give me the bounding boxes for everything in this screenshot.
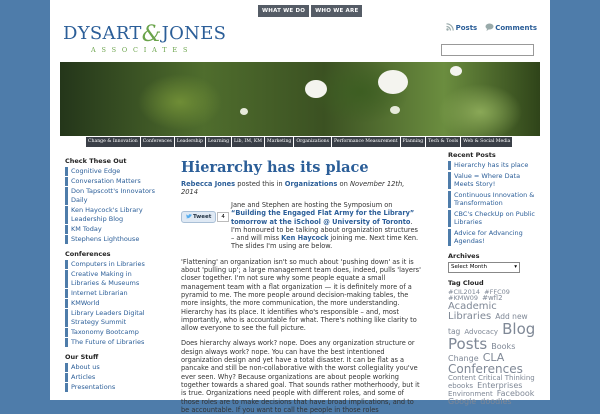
nav-who-we-are[interactable]: WHO WE ARE: [311, 5, 362, 17]
posts-feed-label: Posts: [455, 24, 478, 32]
logo-subtitle: ASSOCIATES: [91, 46, 194, 54]
recent-post-link[interactable]: CBC's CheckUp on Public Libraries: [448, 210, 540, 227]
sidebar-link[interactable]: Articles: [65, 373, 160, 382]
our-stuff-heading: Our Stuff: [65, 353, 99, 361]
category-item[interactable]: Learning: [206, 137, 231, 147]
comment-bubble-icon: [485, 23, 493, 31]
right-sidebar: [448, 151, 540, 412]
header-banner-image: [60, 62, 540, 136]
tag-link[interactable]: doodles: [480, 397, 512, 406]
comments-feed-link[interactable]: [485, 23, 537, 32]
intro-text: . I'm honoured to be talking about organization structures – and will miss: [231, 217, 418, 243]
post-paragraph: Does hierarchy always work? nope. Does any organization structure or design always work? nope. You can have the best intentioned organization design and yet have a total disaster. It can be flat as a pancake and still be non-collaborative with the worst collegiality you've ever seen. Why? Because organizations are about people working together towards a shared goal. That sounds rather motherhoody, but it is true. Organizations need people with different roles, and some of those roles are to make decisions that have broad implications, and to be accountable. If you want to call the people in those roles: [181, 339, 420, 414]
post-title[interactable]: Hierarchy has its place: [181, 159, 369, 176]
sidebar-link[interactable]: Conversation Matters: [65, 177, 160, 186]
tag-link[interactable]: ebooks: [448, 382, 474, 390]
page: [50, 0, 550, 414]
tweet-label: Tweet: [193, 214, 212, 220]
recent-post-link[interactable]: Advice for Advancing Agendas!: [448, 229, 540, 246]
category-item[interactable]: Marketing: [265, 137, 293, 147]
sidebar-link[interactable]: KM Today: [65, 225, 160, 234]
tag-link[interactable]: Enterprises: [477, 381, 523, 390]
category-item[interactable]: Planning: [401, 137, 426, 147]
category-item[interactable]: Leadership: [175, 137, 205, 147]
archive-select-value: Select Month: [451, 263, 487, 270]
tag-link[interactable]: #KMW09: [448, 294, 479, 302]
posts-feed-link[interactable]: [446, 23, 478, 32]
post-content: [181, 159, 423, 414]
tag-link[interactable]: Change: [448, 354, 479, 363]
tag-link[interactable]: #CIL2014: [448, 287, 481, 296]
tag-link[interactable]: Add new tag: [448, 312, 528, 336]
nav-what-we-do[interactable]: WHAT WE DO: [258, 5, 309, 17]
comments-feed-label: Comments: [495, 24, 537, 32]
tag-link[interactable]: Environment: [448, 390, 493, 398]
sidebar-link[interactable]: The Future of Libraries: [65, 338, 160, 347]
sidebar-link[interactable]: KMWorld: [65, 299, 160, 308]
category-item[interactable]: Conferences: [141, 137, 174, 147]
sidebar-link[interactable]: Ken Haycock's Library Leadership Blog: [65, 206, 160, 224]
feed-links: [446, 23, 537, 32]
category-item[interactable]: Tech & Tools: [426, 137, 460, 147]
tag-link[interactable]: Posts: [448, 335, 488, 353]
archives-heading: Archives: [448, 251, 480, 260]
tag-cloud-heading: Tag Cloud: [448, 278, 484, 287]
check-these-out-heading: Check These Out: [65, 157, 127, 165]
category-item[interactable]: Change & Innovation: [86, 137, 140, 147]
category-nav: [86, 137, 512, 147]
logo-text-jones: JONES: [161, 23, 227, 44]
tag-link[interactable]: Advocacy: [464, 328, 499, 336]
post-date: November 12th, 2014: [181, 180, 405, 196]
byline-on: on: [339, 180, 348, 188]
tag-link[interactable]: CLA: [482, 351, 505, 364]
rss-icon: [446, 23, 454, 31]
conferences-heading: Conferences: [65, 250, 111, 258]
author-link[interactable]: Rebecca Jones: [181, 180, 236, 188]
sidebar-link[interactable]: Library Leaders Digital Strategy Summit: [65, 309, 160, 327]
sidebar-link[interactable]: Taxonomy Bootcamp: [65, 328, 160, 337]
logo-ampersand: &: [141, 22, 162, 47]
recent-post-link[interactable]: Continuous Innovation & Transformation: [448, 191, 540, 208]
search-input[interactable]: [441, 44, 534, 56]
tag-link[interactable]: Academic Libraries: [448, 301, 497, 322]
twitter-bird-icon: [186, 214, 192, 219]
tag-link[interactable]: Conferences: [448, 362, 523, 376]
recent-post-link[interactable]: Hierarchy has its place: [448, 161, 540, 170]
category-item[interactable]: Performance Measurement: [332, 137, 400, 147]
category-item[interactable]: Lib, IM, KM: [232, 137, 264, 147]
category-item[interactable]: Organizations: [294, 137, 331, 147]
sidebar-link[interactable]: Presentations: [65, 383, 160, 392]
sidebar-link[interactable]: Internet Librarian: [65, 289, 160, 298]
sidebar-link[interactable]: Cognitive Edge: [65, 167, 160, 176]
tag-cloud: [448, 289, 540, 407]
post-paragraph: 'Flattening' an organization isn't so much about 'pushing down' as it is about 'pulling up'; a large management team does, indeed, pulls 'layers' closer together. I'm not sure why some people equate a small management team with a flat organization — it is definitely more of a pyramid to me. The more people around decision-making tables, the more insights, the more communication, the more understanding. Hierarchy has its place. It identifies who's responsible – and, most importantly, who is accountable for what. There's nothing like clarity to allow everyone to see the full picture.: [181, 257, 421, 333]
byline-text: posted this in: [237, 180, 283, 188]
sidebar-link[interactable]: Don Tapscott's Innovators Daily: [65, 187, 160, 205]
tweet-button[interactable]: [181, 211, 216, 223]
symposium-link[interactable]: “Building the Engaged Flat Army for the Library” tomorrow at the iSchool @ University of Toronto: [231, 209, 415, 226]
intro-text: Jane and Stephen are hosting the Symposium on: [231, 201, 393, 209]
recent-posts-heading: Recent Posts: [448, 151, 496, 159]
tweet-count: 4: [217, 212, 229, 222]
category-link[interactable]: Organizations: [284, 180, 338, 188]
ken-haycock-link[interactable]: Ken Haycock: [281, 234, 329, 243]
archive-month-select[interactable]: [448, 262, 520, 273]
tag-link[interactable]: Facebook: [496, 389, 535, 398]
top-nav: [258, 5, 362, 17]
tag-link[interactable]: #wfl2: [482, 294, 503, 302]
tag-link[interactable]: Google: [448, 397, 477, 406]
left-sidebar: [65, 157, 160, 398]
chevron-down-icon: ▾: [514, 263, 517, 270]
sidebar-link[interactable]: About us: [65, 363, 160, 372]
post-byline: [181, 180, 423, 196]
intro-text: joining me. Next time Ken. The slides I'm using are below.: [231, 234, 419, 251]
sidebar-link[interactable]: Stephens Lighthouse: [65, 235, 160, 244]
sidebar-link[interactable]: Creative Making in Libraries & Museums: [65, 270, 160, 288]
tag-link[interactable]: Books: [491, 342, 516, 351]
sidebar-link[interactable]: Computers in Libraries: [65, 260, 160, 269]
tag-link[interactable]: Content Critical Thinking: [448, 374, 535, 382]
post-intro: [231, 201, 423, 251]
tag-link[interactable]: Blog: [502, 320, 536, 338]
recent-post-link[interactable]: Value = Where Data Meets Story!: [448, 172, 540, 189]
tag-link[interactable]: #FFC09: [484, 287, 510, 296]
site-logo[interactable]: [63, 24, 226, 54]
category-item[interactable]: Web & Social Media: [461, 137, 512, 147]
logo-text-dysart: DYSART: [63, 23, 142, 44]
